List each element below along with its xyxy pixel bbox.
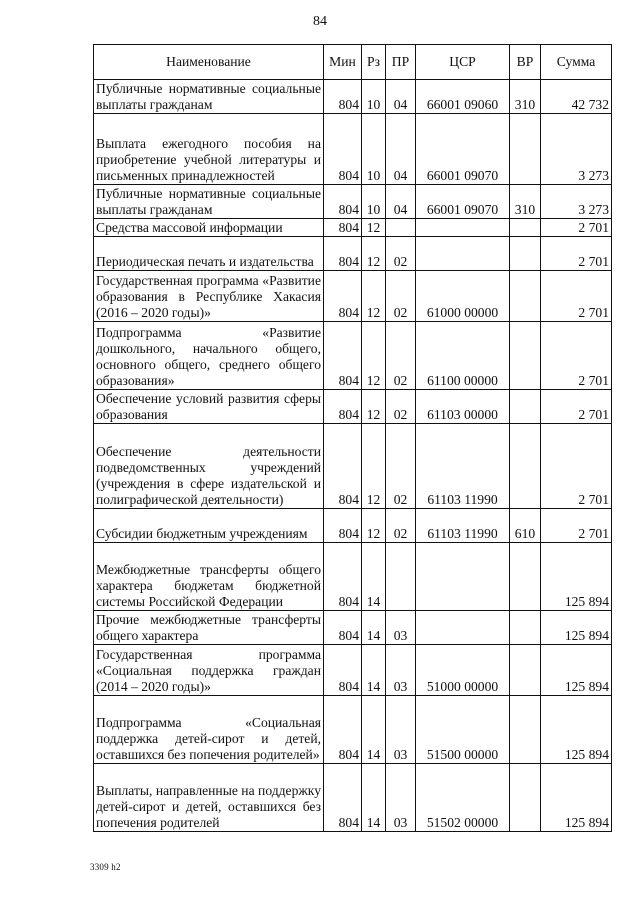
cell-min: 804: [324, 185, 362, 219]
cell-name: Государственная программа «Развитие образования в Республике Хакасия (2016 – 2020 годы)»: [94, 271, 324, 322]
cell-csr: 66001 09070: [416, 114, 510, 185]
cell-min: 804: [324, 390, 362, 424]
cell-vr: [510, 114, 541, 185]
table-header-row: [94, 45, 612, 80]
cell-csr: 61000 00000: [416, 271, 510, 322]
cell-vr: [510, 611, 541, 645]
cell-pr: 02: [386, 237, 416, 271]
cell-csr: 61103 11990: [416, 424, 510, 509]
cell-name: Подпрограмма «Социальная поддержка детей-сирот и детей, оставшихся без попечения родителей»: [94, 696, 324, 764]
cell-rz: 14: [362, 543, 386, 611]
cell-name: Подпрограмма «Развитие дошкольного, начального общего, основного общего, среднего общего образования»: [94, 322, 324, 390]
cell-csr: 66001 09060: [416, 80, 510, 114]
cell-min: 804: [324, 424, 362, 509]
table-row: [94, 114, 612, 185]
cell-sum: 125 894: [541, 543, 612, 611]
cell-pr: 02: [386, 509, 416, 543]
cell-name: Публичные нормативные социальные выплаты гражданам: [94, 185, 324, 219]
header-rz: Рз: [362, 45, 386, 80]
cell-min: 804: [324, 509, 362, 543]
cell-min: 804: [324, 611, 362, 645]
cell-csr: 51500 00000: [416, 696, 510, 764]
cell-rz: 10: [362, 80, 386, 114]
cell-rz: 10: [362, 185, 386, 219]
table-row: [94, 185, 612, 219]
cell-rz: 10: [362, 114, 386, 185]
cell-sum: 125 894: [541, 696, 612, 764]
cell-rz: 12: [362, 390, 386, 424]
cell-sum: 2 701: [541, 424, 612, 509]
table-row: [94, 237, 612, 271]
cell-vr: [510, 424, 541, 509]
cell-sum: 2 701: [541, 390, 612, 424]
cell-vr: [510, 696, 541, 764]
cell-pr: 02: [386, 424, 416, 509]
budget-table: [93, 44, 612, 832]
cell-name: Субсидии бюджетным учреждениям: [94, 509, 324, 543]
cell-name: Выплаты, направленные на поддержку детей-сирот и детей, оставшихся без попечения родителей: [94, 764, 324, 832]
cell-pr: [386, 219, 416, 237]
cell-vr: [510, 543, 541, 611]
cell-min: 804: [324, 645, 362, 696]
cell-pr: 03: [386, 611, 416, 645]
cell-vr: [510, 322, 541, 390]
cell-pr: 04: [386, 80, 416, 114]
header-pr: ПР: [386, 45, 416, 80]
cell-vr: 310: [510, 80, 541, 114]
cell-vr: [510, 390, 541, 424]
cell-sum: 2 701: [541, 271, 612, 322]
header-name: Наименование: [94, 45, 324, 80]
cell-pr: 03: [386, 696, 416, 764]
cell-name: Государственная программа «Социальная поддержка граждан (2014 – 2020 годы)»: [94, 645, 324, 696]
cell-name: Прочие межбюджетные трансферты общего характера: [94, 611, 324, 645]
cell-csr: 61103 11990: [416, 509, 510, 543]
table-row: [94, 509, 612, 543]
cell-pr: 02: [386, 390, 416, 424]
cell-min: 804: [324, 764, 362, 832]
cell-sum: 42 732: [541, 80, 612, 114]
cell-csr: [416, 543, 510, 611]
cell-pr: 03: [386, 645, 416, 696]
table-row: [94, 764, 612, 832]
cell-vr: [510, 764, 541, 832]
cell-vr: [510, 219, 541, 237]
table-row: [94, 219, 612, 237]
cell-pr: 04: [386, 114, 416, 185]
cell-csr: 61100 00000: [416, 322, 510, 390]
cell-pr: 03: [386, 764, 416, 832]
footer-code: 3309 h2: [90, 862, 121, 872]
cell-name: Периодическая печать и издательства: [94, 237, 324, 271]
cell-rz: 12: [362, 509, 386, 543]
table-row: [94, 696, 612, 764]
cell-rz: 12: [362, 219, 386, 237]
cell-name: Обеспечение деятельности подведомственных учреждений (учреждения в сфере издательской и полиграфической деятельности): [94, 424, 324, 509]
cell-csr: [416, 237, 510, 271]
cell-vr: [510, 271, 541, 322]
cell-rz: 12: [362, 237, 386, 271]
cell-rz: 14: [362, 696, 386, 764]
cell-csr: 61103 00000: [416, 390, 510, 424]
cell-min: 804: [324, 219, 362, 237]
cell-vr: 310: [510, 185, 541, 219]
cell-csr: 51000 00000: [416, 645, 510, 696]
cell-name: Межбюджетные трансферты общего характера бюджетам бюджетной системы Российской Федерации: [94, 543, 324, 611]
table-row: [94, 543, 612, 611]
cell-csr: [416, 611, 510, 645]
cell-vr: [510, 237, 541, 271]
cell-min: 804: [324, 322, 362, 390]
header-min: Мин: [324, 45, 362, 80]
cell-name: Средства массовой информации: [94, 219, 324, 237]
cell-rz: 14: [362, 611, 386, 645]
cell-vr: 610: [510, 509, 541, 543]
cell-sum: 3 273: [541, 114, 612, 185]
header-sum: Сумма: [541, 45, 612, 80]
cell-name: Публичные нормативные социальные выплаты гражданам: [94, 80, 324, 114]
cell-rz: 14: [362, 645, 386, 696]
cell-sum: 2 701: [541, 509, 612, 543]
cell-sum: 3 273: [541, 185, 612, 219]
cell-pr: 02: [386, 271, 416, 322]
table-row: [94, 645, 612, 696]
cell-rz: 12: [362, 322, 386, 390]
cell-pr: [386, 543, 416, 611]
cell-csr: [416, 219, 510, 237]
cell-rz: 12: [362, 424, 386, 509]
table-row: [94, 271, 612, 322]
table-row: [94, 322, 612, 390]
cell-sum: 2 701: [541, 219, 612, 237]
cell-min: 804: [324, 80, 362, 114]
cell-rz: 12: [362, 271, 386, 322]
page-number: 84: [313, 14, 327, 29]
cell-min: 804: [324, 543, 362, 611]
cell-sum: 2 701: [541, 237, 612, 271]
table-row: [94, 424, 612, 509]
cell-min: 804: [324, 696, 362, 764]
cell-min: 804: [324, 237, 362, 271]
cell-sum: 125 894: [541, 611, 612, 645]
cell-min: 804: [324, 271, 362, 322]
table-row: [94, 80, 612, 114]
cell-min: 804: [324, 114, 362, 185]
cell-sum: 125 894: [541, 645, 612, 696]
cell-pr: 02: [386, 322, 416, 390]
cell-rz: 14: [362, 764, 386, 832]
cell-vr: [510, 645, 541, 696]
cell-name: Обеспечение условий развития сферы образования: [94, 390, 324, 424]
cell-name: Выплата ежегодного пособия на приобретение учебной литературы и письменных принадлежностей: [94, 114, 324, 185]
table-row: [94, 611, 612, 645]
cell-pr: 04: [386, 185, 416, 219]
cell-sum: 125 894: [541, 764, 612, 832]
header-csr: ЦСР: [416, 45, 510, 80]
table-row: [94, 390, 612, 424]
cell-sum: 2 701: [541, 322, 612, 390]
cell-csr: 66001 09070: [416, 185, 510, 219]
cell-csr: 51502 00000: [416, 764, 510, 832]
header-vr: ВР: [510, 45, 541, 80]
